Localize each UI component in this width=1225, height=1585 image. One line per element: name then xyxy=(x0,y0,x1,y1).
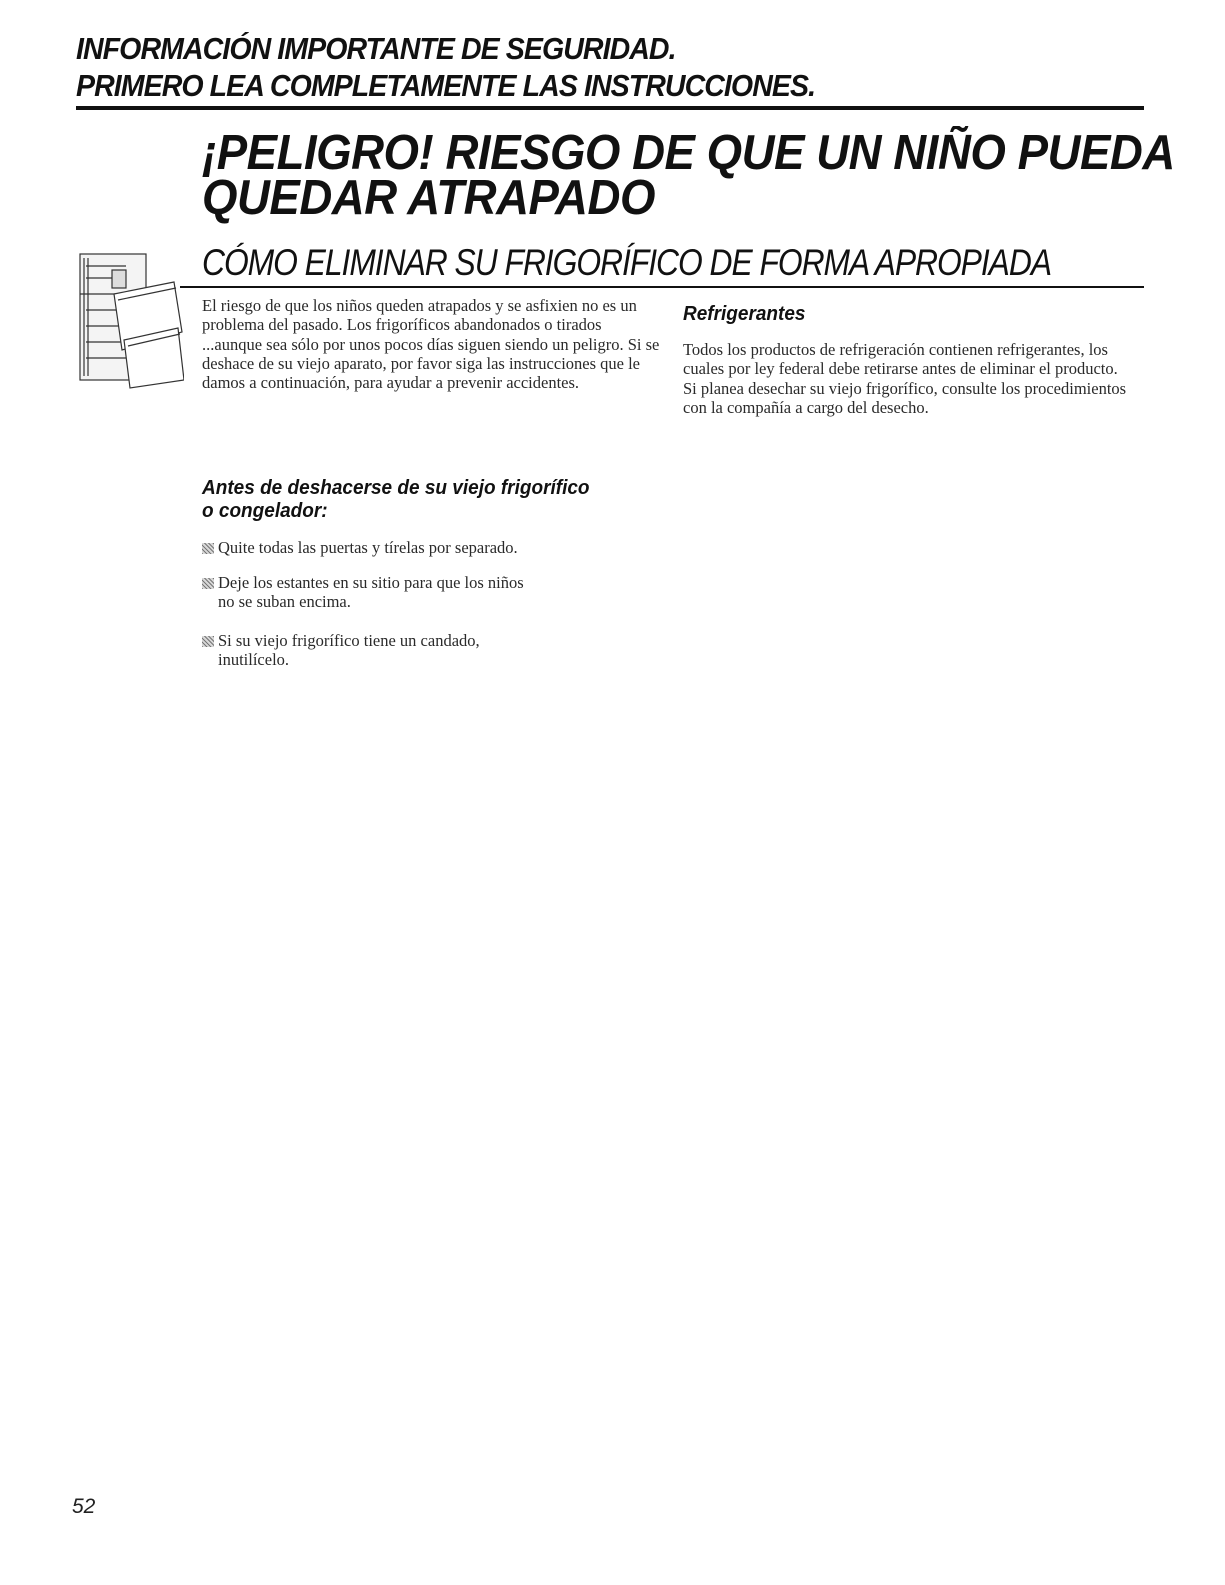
safety-header-line-1: INFORMACIÓN IMPORTANTE DE SEGURIDAD. xyxy=(76,31,676,66)
danger-title-line-2: QUEDAR ATRAPADO xyxy=(202,171,655,225)
list-item-text-continued: no se suban encima. xyxy=(218,592,351,612)
list-item xyxy=(202,538,652,557)
list-item xyxy=(202,631,652,670)
antes-heading-line-2: o congelador: xyxy=(202,500,328,522)
section-subtitle: CÓMO ELIMINAR SU FRIGORÍFICO DE FORMA APROPIADA xyxy=(202,242,1052,283)
refrigerator-doors-removed-icon xyxy=(66,244,184,390)
list-item-text: Deje los estantes en su sitio para que los niños xyxy=(218,573,524,592)
bullet-icon xyxy=(202,636,214,647)
header-divider xyxy=(76,106,1144,110)
list-item-text-continued: inutilícelo. xyxy=(218,650,290,670)
intro-paragraph: El riesgo de que los niños queden atrapados y se asfixien no es un problema del pasado. Los frigoríficos abandonados o tirados ...aunque sea sólo por unos pocos días siguen siendo un peligro. Si se deshace de su viejo aparato, por favor siga las instrucciones que le damos a continuación, para ayudar a prevenir accidentes. xyxy=(202,296,660,393)
list-item-text: Quite todas las puertas y tírelas por separado. xyxy=(218,538,518,557)
list-item xyxy=(202,573,652,612)
subtitle-divider xyxy=(180,286,1144,288)
antes-heading-line-1: Antes de deshacerse de su viejo frigorífico xyxy=(202,477,590,499)
safety-header-line-2: PRIMERO LEA COMPLETAMENTE LAS INSTRUCCIONES. xyxy=(76,68,816,103)
bullet-icon xyxy=(202,578,214,589)
danger-title-line-1: ¡PELIGRO! RIESGO DE QUE UN NIÑO PUEDA xyxy=(202,126,1175,180)
refrigerantes-paragraph: Todos los productos de refrigeración contienen refrigerantes, los cuales por ley federal debe retirarse antes de eliminar el producto. Si planea desechar su viejo frigorífico, consulte los procedimientos con la compañía a cargo del desecho. xyxy=(683,340,1127,417)
list-item-text: Si su viejo frigorífico tiene un candado, xyxy=(218,631,480,650)
page-number: 52 xyxy=(72,1495,96,1518)
refrigerantes-heading: Refrigerantes xyxy=(683,303,806,325)
bullet-icon xyxy=(202,543,214,554)
